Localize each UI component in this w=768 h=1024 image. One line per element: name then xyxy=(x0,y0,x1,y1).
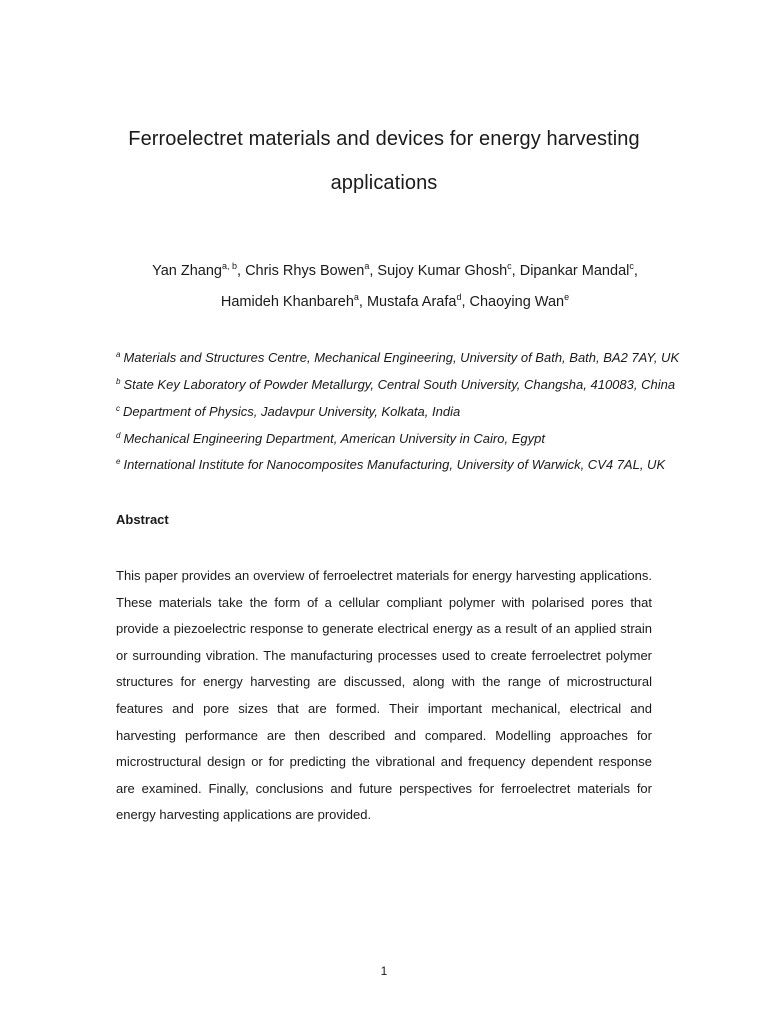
author-affil-sup: a xyxy=(364,261,370,271)
affiliation-text: Department of Physics, Jadavpur University, Kolkata, India xyxy=(123,404,461,419)
affiliation-b xyxy=(116,377,756,392)
author-affil-sup: a xyxy=(353,292,359,302)
author-sep: , xyxy=(237,263,246,279)
affiliation-sup: b xyxy=(116,377,121,386)
author-name: Chris Rhys Bowen xyxy=(245,263,365,279)
affiliation-text: Materials and Structures Centre, Mechanical Engineering, University of Bath, Bath, BA2 7AY, UK xyxy=(123,350,680,365)
affiliation-text: International Institute for Nanocomposites Manufacturing, University of Warwick, CV4 7AL, UK xyxy=(123,457,666,472)
author-name: Sujoy Kumar Ghosh xyxy=(377,263,508,279)
affiliation-sup: e xyxy=(116,457,121,466)
author-affil-sup: c xyxy=(629,261,634,271)
author-affil-sup: d xyxy=(456,292,462,302)
author-name: Yan Zhang xyxy=(152,263,222,279)
affiliation-text: State Key Laboratory of Powder Metallurgy, Central South University, Changsha, 410083, China xyxy=(123,377,676,392)
author-name: Hamideh Khanbareh xyxy=(220,294,354,310)
abstract-heading: Abstract xyxy=(116,512,169,527)
author-affil-sup: a, b xyxy=(221,261,237,271)
affiliation-c xyxy=(116,404,756,419)
authors-line-2 xyxy=(0,294,768,310)
abstract-body: This paper provides an overview of ferroelectret materials for energy harvesting applications. These materials take the form of a cellular compliant polymer with polarised pores that provide a piezoelectric response to generate electrical energy as a result of an applied strain or surrounding vibration. The manufacturing processes used to create ferroelectret polymer structures for energy harvesting are discussed, along with the range of microstructural features and pore sizes that are formed. Their important mechanical, electrical and harvesting performance are then described and compared. Modelling approaches for microstructural design or for predicting the vibrational and frequency dependent response are examined. Finally, conclusions and future perspectives for ferroelectret materials for energy harvesting applications are provided. xyxy=(116,568,652,823)
author-sep: , xyxy=(461,294,470,310)
page-number: 1 xyxy=(380,964,388,978)
affiliation-a xyxy=(116,350,756,365)
author-sep: , xyxy=(633,263,638,279)
paper-title-line-2: applications xyxy=(330,172,438,194)
author-affil-sup: c xyxy=(507,261,512,271)
authors-line-1 xyxy=(0,263,768,279)
affiliation-d xyxy=(116,431,756,446)
author-name: Chaoying Wan xyxy=(469,294,565,310)
author-sep: , xyxy=(369,263,378,279)
affiliation-e xyxy=(116,457,756,472)
author-name: Mustafa Arafa xyxy=(366,294,457,310)
affiliation-sup: a xyxy=(116,350,121,359)
author-name: Dipankar Mandal xyxy=(519,263,630,279)
affiliation-sup: d xyxy=(116,431,121,440)
paper-title-line-1: Ferroelectret materials and devices for energy harvesting xyxy=(128,128,640,150)
affiliation-sup: c xyxy=(116,404,120,413)
affiliation-text: Mechanical Engineering Department, American University in Cairo, Egypt xyxy=(123,431,545,446)
author-affil-sup: e xyxy=(564,292,570,302)
author-sep: , xyxy=(511,263,520,279)
author-sep: , xyxy=(358,294,367,310)
